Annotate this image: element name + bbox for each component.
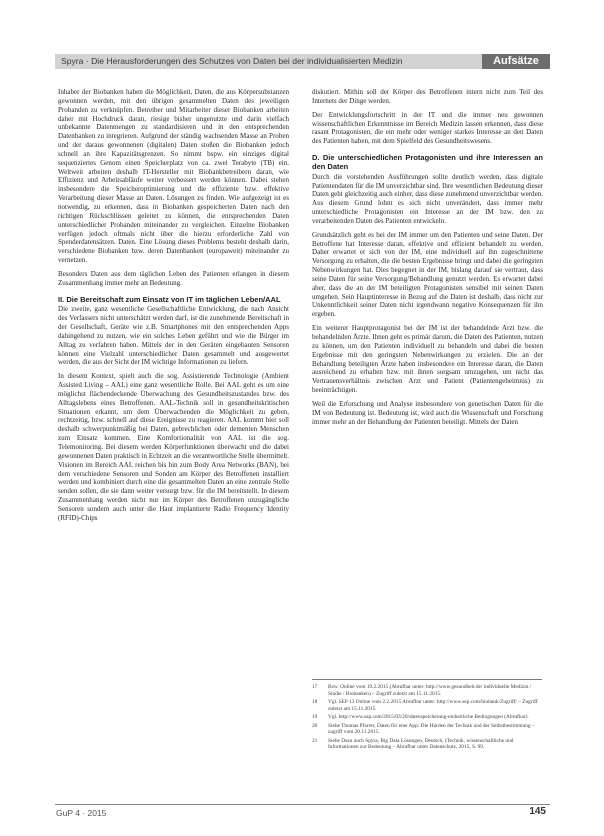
footnote-number: 17 bbox=[312, 684, 318, 690]
section-heading: D. Die unterschiedlichen Protagonisten und ihre Interessen an den Daten bbox=[312, 153, 543, 171]
footnote-text: Bzw. Online vom 19.2.2015 (Abrufbar unter: http://www.gesundheit.de/ individuelle Medizin / Studie / Biobanken) – Zugriff zuletzt am 15.11.2015. bbox=[328, 684, 532, 697]
footnote-text: Siehe Dazu auch Spyra, Big Data Lösungen, Deutsch, (Technik, wissenschaftliche und Informationen zur Bedeutung – Abrufbar unter Datenschutz, 2015, S. 99. bbox=[328, 737, 514, 750]
footnote-number: 20 bbox=[312, 722, 318, 729]
footnotes bbox=[312, 684, 543, 753]
footnote bbox=[312, 699, 543, 712]
section-heading: II. Die Bereitschaft zum Einsatz von IT im täglichen Leben/AAL bbox=[58, 294, 281, 304]
paragraph: Weil die Erforschung und Analyse insbesondere von genetischen Daten für die IM von Bedeutung ist. Bedeutung ist, wird auch die Wissenschaft und Forschung immer mehr an der Behandlung der Patienten beteiligt. Mittels der Daten bbox=[312, 399, 543, 426]
header-title: Spyra · Die Herausforderungen des Schutzes von Daten bei der individualisierten Medizin bbox=[61, 56, 403, 66]
section-label: Aufsätze bbox=[482, 54, 550, 69]
footnote-text: Vgl. SEP 13 Online vom 2.2.2015 Abrufbar unter: http://www.sep.com/biobank/Zugriff/ – Zugriff zuletzt am 15.11.2015. bbox=[328, 699, 538, 712]
paragraph: Ein weiterer Hauptprotagonist bei der IM ist der behandelnde Arzt bzw. die behandelnden Ärzte. Ihnen geht es primär darum, die Daten des Patienten, nutzen zu können, um den Patienten individuell zu behandeln und dabei die besten Ergebnisse mit den geringsten Nebenwirkungen zu erzielen. Die an der Behandlung beteiligten Ärzte haben insbesondere ein Interesse daran, die Daten ausreichend zu erhalten bzw. mit ihnen sorgsam umzugehen, um nicht das Vertrauensverhältnis zwischen Arzt und Patient (Patientengeheimnis) zu beeinträchtigen. bbox=[312, 324, 543, 395]
running-header bbox=[55, 54, 550, 69]
paragraph: Besonders Daten aus dem täglichen Leben des Patienten erlangen in diesem Zusammenhang immer mehr an Bedeutung. bbox=[58, 269, 289, 287]
paragraph: Durch die vorstehenden Ausführungen sollte deutlich werden, dass digitale Patientendaten für die IM unverzichtbar sind. Ihre wesentlichen Bedeutung dieser Daten geht gleichzeitig auch einher, dass diese zunehmend unverzichtbar werden. Aus diesem Grund lohnt es sich nicht unverändert, dass immer mehr unterschiedliche Protagonisten ein Interesse an der IM bzw. den zu verarbeitenden Daten des Patienten entwickeln. bbox=[312, 172, 543, 225]
footnote bbox=[312, 684, 543, 697]
footer-divider bbox=[55, 804, 550, 805]
footnote-number: 21 bbox=[312, 737, 318, 744]
paragraph: diskutiert. Mithin soll der Körper des Betroffenen intern nicht zum Teil des Internets der Dinge werden. bbox=[312, 88, 543, 105]
paragraph: Die zweite, ganz wesentliche Gesellschaftliche Entwicklung, die nach Ansicht des Verfassers nicht unterschätzt werden darf, ist die zunehmende Bereitschaft in der Gesellschaft, Geräte wie z.B. Smartphones mit den entsprechenden Apps dahingehend zu nutzen, wie ein solches Leben geführt und wie die Bürger im Alltag zu verfahren haben. Mittels der in den Geräten eingebauten Sensoren können eine Vielzahl unterschiedlicher Daten gesammelt und ausgewertet werden, die aus der Sicht der IM wichtige Informationen zu liefern. bbox=[58, 305, 289, 367]
paragraph: Grundsätzlich geht es bei der IM immer um den Patienten und seine Daten. Der Betroffene hat Interesse daran, effektive und effizient behandelt zu werden. Daher erwartet er sich von der IM, eine individuell auf ihn zugeschnittene Versorgung zu erhalten, die die besten Ergebnisse bringt und dabei die geringsten Nebenwirkungen hat. Dies begegnet in der IM, bislang darauf sie vertraut, dass seine Daten für seine Versorgung/Behandlung genutzt werden. Es erwartet dabei aber, dass die an der IM beteiligten Protagonisten sensibel mit seinen Daten umgehen. Sein Hauptinteresse in Bezug auf die Daten ist deshalb, dass nicht zur Unkenntlichkeit seiner Daten nicht irgendwann negative Konsequenzen für ihn ergeben. bbox=[312, 230, 543, 319]
footnote-divider bbox=[312, 679, 542, 680]
left-column bbox=[58, 88, 289, 528]
footnote bbox=[312, 723, 543, 736]
footnote-number: 19 bbox=[312, 714, 318, 720]
paragraph: Inhaber der Biobanken haben die Möglichkeit, Daten, die aus Körpersubstanzen gewonnen werden, mit den übrigen gesammelten Daten des jeweiligen Probanden zu verknüpfen. Betreiber und Mitarbeiter dieser Biobanken arbeiten daher mit Hochdruck daran, riesige bisher ungenutzte und darin vielfach unbekannte Datenmengen zu standardisieren und in den entsprechenden Datenbanken zu integrieren. Aufgrund der ständig wachsenden Masse an Proben und der daraus gewonnenen (digitalen) Daten stoßen die Biobanken jedoch schnell an ihre Kapazitätsgrenzen. So nimmt bspw. ein einziges digital sequenziertes Genom einen Speicherplatz von ca. zwei Terabyte (TB) ein. Weltweit arbeiten deshalb IT-Hersteller mit Biobankbetreibern daran, wie Effizienz und Arbeitsabläufe weiter verbessert werden können. Dabei stehen insbesondere die Speicheroptimierung und die effiziente bzw. effektive Verarbeitung dieser Masse an Daten. Lösungen zu finden. Wie aufgezeigt ist es notwendig, zu erkennen, dass in Biobanken gespeicherten Daten nach den richtigen Rückschlüssen geleitet zu können, die entsprechenden Daten unterschiedlicher Probanden miteinander zu vergleichen. Einzelne Biobanken verfügen jedoch oftmals nicht über die hierzu erforderliche Zahl von Spenderdatensätzen. Daten. Eine Lösung dieses Problems besteht deshalb darin, verschiedene Biobanken bzw. deren Datenbanken (europaweit) miteinander zu vernetzen. bbox=[58, 88, 289, 265]
right-column bbox=[312, 88, 543, 431]
paragraph: Der Entwicklungsfortschritt in der IT und die immer neu gewonnen wissenschaftlichen Erkenntnisse im Bereich Medizin lassen erkennen, dass diese rasant Protagonisten, die ein mehr oder weniger starkes Interesse an den Daten des Patienten haben, mit dem Spielfeld des Gesundheitswesens. bbox=[312, 110, 543, 146]
footnote-number: 18 bbox=[312, 699, 318, 705]
footnote-text: Siehe Thomas Pfarrer, Daten für eine App: Die Hürden der Technik und der Selbstbestimmung – zugriff vom 20.11.2015. bbox=[328, 722, 535, 735]
page-number: 145 bbox=[529, 806, 546, 817]
journal-issue: GuP 4 · 2015 bbox=[56, 808, 107, 818]
footnote bbox=[312, 714, 543, 721]
footnote-text: Vgl. http://www.sap.com/2015/03/20/datenspeicherung-einheitliche Bedingungen (Abrufbar). bbox=[328, 714, 529, 720]
paragraph: In diesem Kontext, spielt auch die sog. Assistierende Technologie (Ambient Assisted Living – AAL) eine ganz wesentliche Rolle. Bei AAL geht es um eine möglichst flächendeckende Überwachung des Gesundheitszustandes bzw. des Alltagslebens eines Betroffenen. AAL-Technik soll in gesundheitskritischen Situationen erkannt, um dem Überwachenden die Möglichkeit zu geben, rechtzeitig, bzw. schnell auf diese Ereignisse zu reagieren. AAL kommt hier soll deshalb schwerpunktmäßig bei Daten, gebrechlichen oder dementen Menschen zum Einsatz kommen. Eine Komfortionalität von AAL ist die sog. Telemonitoring. Bei diesem werden Körperfunktionen überwacht und die dabei gewonnenen Daten praktisch in Echtzeit an die verantwortliche Stelle übermittelt. Visionen im Bereich AAL reichen bis hin zum Body Area Networks (BAN), bei dem verschiedene Sensoren und Sonden am Körper des Betroffenen installiert werden und kombiniert durch eine die gesammelten Daten an eine zentrale Stelle senden sollen, die sie dann weiter versorgt bzw. für die IM bereitstellt. In diesem Zusammenhang werden nicht nur im Körper des Betroffenen unzugängliche Sensoren sondern auch unter die Haut implantierte Radio Frequency Identity (RFID)-Chips bbox=[58, 372, 289, 522]
footnote bbox=[312, 738, 543, 751]
